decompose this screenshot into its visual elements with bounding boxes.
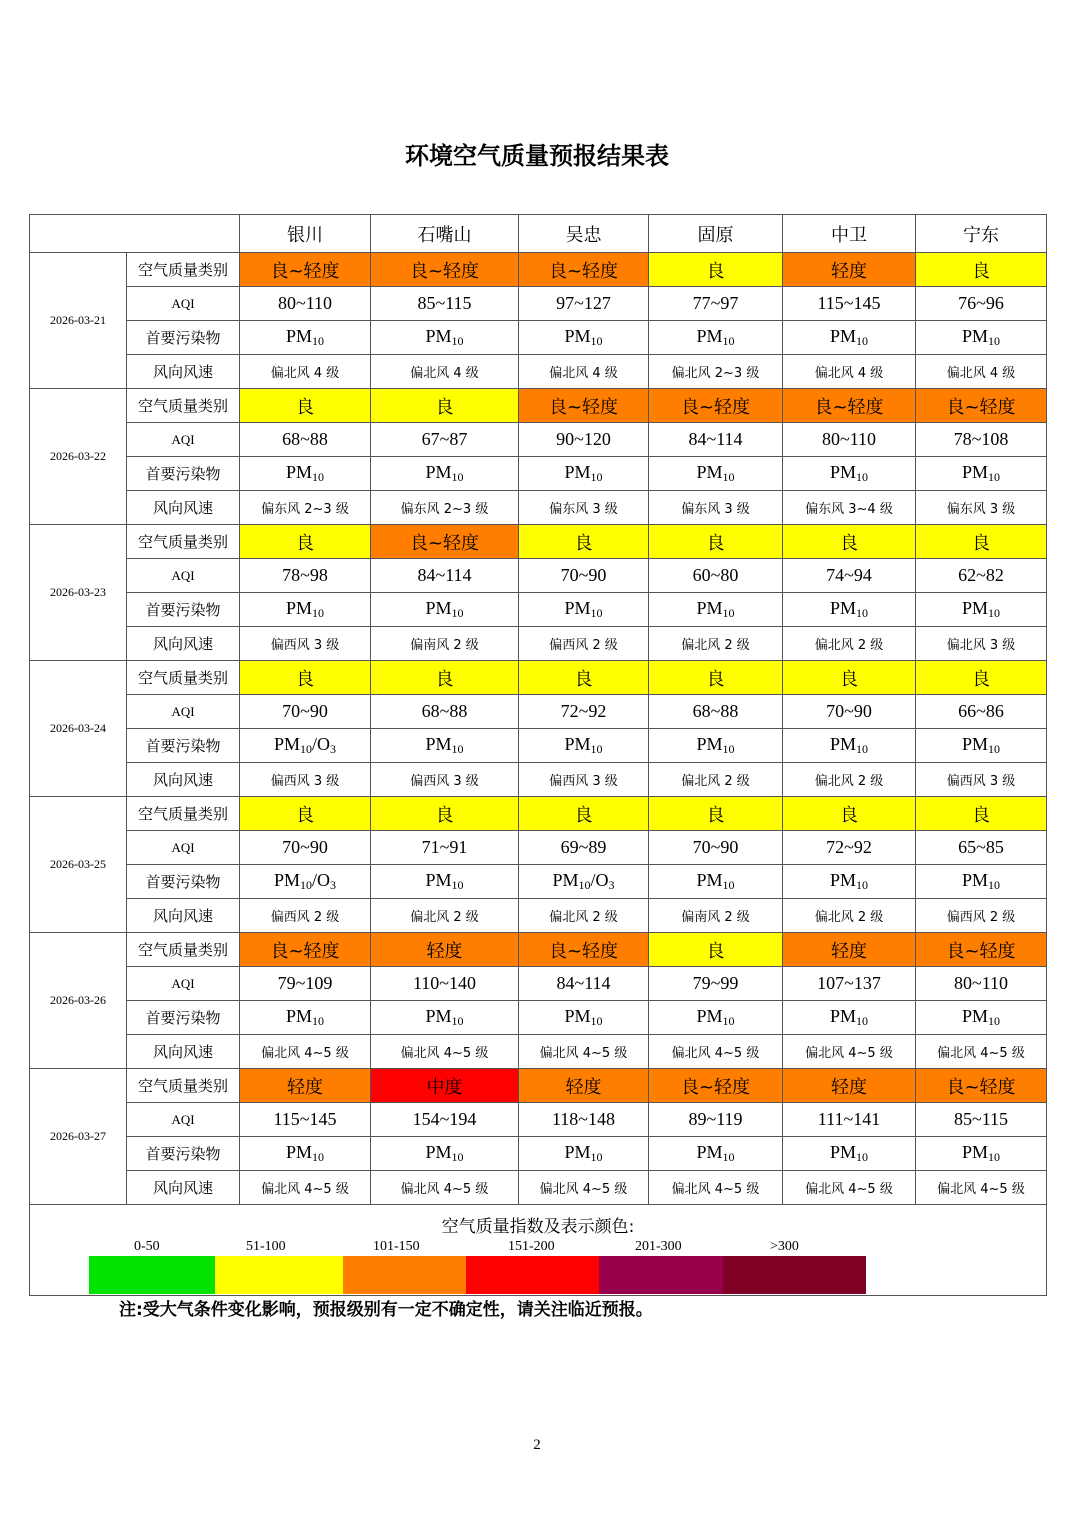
row-label: 风向风速	[127, 1035, 240, 1069]
wind-cell: 偏东风 3 级	[519, 491, 649, 525]
wind-cell: 偏东风 3 级	[649, 491, 783, 525]
date-cell: 2026-03-24	[30, 661, 127, 797]
pollutant-cell: $PM_{10}$	[240, 1137, 371, 1171]
category-cell: 良	[783, 797, 916, 831]
aqi-cell: 76~96	[916, 287, 1047, 321]
category-cell: 轻度	[783, 933, 916, 967]
pollutant-cell: $PM_{10}$	[371, 729, 519, 763]
category-cell: 良	[240, 525, 371, 559]
category-cell: 良	[240, 661, 371, 695]
category-cell: 良	[519, 525, 649, 559]
aqi-cell: 70~90	[240, 831, 371, 865]
pollutant-cell: $PM_{10}$	[916, 865, 1047, 899]
forecast-row	[30, 321, 1047, 355]
aqi-cell: 154~194	[371, 1103, 519, 1137]
wind-cell: 偏北风 4~5 级	[649, 1035, 783, 1069]
category-cell: 良~轻度	[519, 389, 649, 423]
row-label: 首要污染物	[127, 729, 240, 763]
aqi-cell: 80~110	[783, 423, 916, 457]
row-label: 风向风速	[127, 1171, 240, 1205]
wind-cell: 偏北风 2 级	[519, 899, 649, 933]
aqi-cell: 111~141	[783, 1103, 916, 1137]
city-header: 中卫	[783, 215, 916, 253]
category-cell: 轻度	[783, 1069, 916, 1103]
legend	[30, 1205, 1047, 1296]
category-cell: 良	[371, 797, 519, 831]
aqi-cell: 69~89	[519, 831, 649, 865]
page-number: 2	[533, 1437, 541, 1453]
category-cell: 良	[916, 797, 1047, 831]
wind-cell: 偏北风 4~5 级	[519, 1035, 649, 1069]
aqi-cell: 72~92	[519, 695, 649, 729]
wind-cell: 偏北风 4~5 级	[519, 1171, 649, 1205]
wind-cell: 偏北风 2 级	[371, 899, 519, 933]
pollutant-cell: $PM_{10}$	[240, 321, 371, 355]
wind-cell: 偏北风 4 级	[240, 355, 371, 389]
pollutant-cell: $PM_{10}$	[649, 865, 783, 899]
wind-cell: 偏北风 4~5 级	[916, 1035, 1047, 1069]
date-cell: 2026-03-21	[30, 253, 127, 389]
forecast-row	[30, 797, 1047, 831]
row-label: 空气质量类别	[127, 1069, 240, 1103]
category-cell: 良~轻度	[371, 525, 519, 559]
aqi-cell: 60~80	[649, 559, 783, 593]
date-cell: 2026-03-26	[30, 933, 127, 1069]
pollutant-cell: $PM_{10}$	[916, 729, 1047, 763]
forecast-row	[30, 253, 1047, 287]
pollutant-cell: $PM_{10}$	[916, 593, 1047, 627]
forecast-table	[29, 214, 1047, 1296]
wind-cell: 偏北风 4 级	[783, 355, 916, 389]
wind-cell: 偏北风 4~5 级	[240, 1171, 371, 1205]
aqi-cell: 84~114	[649, 423, 783, 457]
category-cell: 良~轻度	[649, 1069, 783, 1103]
pollutant-cell: $PM_{10}$	[519, 729, 649, 763]
legend-range-label: 201-300	[635, 1239, 682, 1254]
pollutant-cell: $PM_{10}$	[916, 457, 1047, 491]
pollutant-cell: $PM_{10}/O_3$	[240, 865, 371, 899]
wind-cell: 偏北风 4~5 级	[649, 1171, 783, 1205]
row-label: AQI	[127, 287, 240, 321]
aqi-cell: 115~145	[783, 287, 916, 321]
forecast-row	[30, 593, 1047, 627]
wind-cell: 偏东风 3 级	[916, 491, 1047, 525]
wind-cell: 偏北风 3 级	[916, 627, 1047, 661]
row-label: 风向风速	[127, 355, 240, 389]
category-cell: 轻度	[519, 1069, 649, 1103]
aqi-cell: 84~114	[519, 967, 649, 1001]
pollutant-cell: $PM_{10}/O_3$	[240, 729, 371, 763]
row-label: AQI	[127, 1103, 240, 1137]
forecast-row	[30, 967, 1047, 1001]
category-cell: 良~轻度	[916, 933, 1047, 967]
aqi-cell: 70~90	[240, 695, 371, 729]
forecast-row	[30, 355, 1047, 389]
wind-cell: 偏北风 2 级	[783, 627, 916, 661]
aqi-cell: 70~90	[783, 695, 916, 729]
forecast-row	[30, 1137, 1047, 1171]
wind-cell: 偏北风 4 级	[519, 355, 649, 389]
aqi-cell: 77~97	[649, 287, 783, 321]
aqi-cell: 71~91	[371, 831, 519, 865]
forecast-row	[30, 287, 1047, 321]
pollutant-cell: $PM_{10}$	[649, 593, 783, 627]
forecast-row	[30, 559, 1047, 593]
aqi-cell: 79~109	[240, 967, 371, 1001]
date-cell: 2026-03-27	[30, 1069, 127, 1205]
legend-color-swatch	[343, 1256, 466, 1294]
wind-cell: 偏南风 2 级	[371, 627, 519, 661]
pollutant-cell: $PM_{10}$	[371, 321, 519, 355]
aqi-cell: 68~88	[371, 695, 519, 729]
wind-cell: 偏北风 4~5 级	[371, 1171, 519, 1205]
forecast-row	[30, 1069, 1047, 1103]
category-cell: 轻度	[240, 1069, 371, 1103]
legend-range-label: 101-150	[373, 1239, 420, 1254]
category-cell: 中度	[371, 1069, 519, 1103]
category-cell: 良	[649, 797, 783, 831]
category-cell: 良	[519, 797, 649, 831]
aqi-cell: 110~140	[371, 967, 519, 1001]
forecast-row	[30, 389, 1047, 423]
pollutant-cell: $PM_{10}$	[649, 457, 783, 491]
category-cell: 良	[916, 253, 1047, 287]
pollutant-cell: $PM_{10}$	[240, 457, 371, 491]
category-cell: 良	[783, 661, 916, 695]
page-title: 环境空气质量预报结果表	[405, 141, 669, 170]
forecast-row	[30, 763, 1047, 797]
category-cell: 良~轻度	[519, 933, 649, 967]
wind-cell: 偏东风 2~3 级	[371, 491, 519, 525]
category-cell: 良	[649, 933, 783, 967]
pollutant-cell: $PM_{10}$	[783, 1137, 916, 1171]
aqi-cell: 68~88	[240, 423, 371, 457]
pollutant-cell: $PM_{10}$	[649, 321, 783, 355]
category-cell: 良~轻度	[519, 253, 649, 287]
aqi-cell: 90~120	[519, 423, 649, 457]
row-label: AQI	[127, 559, 240, 593]
wind-cell: 偏北风 4~5 级	[783, 1035, 916, 1069]
aqi-cell: 89~119	[649, 1103, 783, 1137]
city-header: 固原	[649, 215, 783, 253]
legend-range-label: 51-100	[246, 1239, 286, 1254]
wind-cell: 偏北风 4 级	[916, 355, 1047, 389]
pollutant-cell: $PM_{10}$	[783, 729, 916, 763]
row-label: AQI	[127, 423, 240, 457]
category-cell: 良~轻度	[783, 389, 916, 423]
pollutant-cell: $PM_{10}$	[649, 729, 783, 763]
aqi-cell: 84~114	[371, 559, 519, 593]
wind-cell: 偏北风 2 级	[649, 763, 783, 797]
wind-cell: 偏西风 3 级	[240, 627, 371, 661]
forecast-row	[30, 525, 1047, 559]
forecast-row	[30, 865, 1047, 899]
row-label: 空气质量类别	[127, 933, 240, 967]
aqi-cell: 67~87	[371, 423, 519, 457]
wind-cell: 偏西风 3 级	[371, 763, 519, 797]
forecast-row	[30, 933, 1047, 967]
legend-color-swatch	[89, 1256, 215, 1294]
legend-color-swatch	[599, 1256, 723, 1294]
pollutant-cell: $PM_{10}$	[519, 1001, 649, 1035]
category-cell: 轻度	[371, 933, 519, 967]
date-cell: 2026-03-22	[30, 389, 127, 525]
pollutant-cell: $PM_{10}$	[916, 1137, 1047, 1171]
aqi-cell: 68~88	[649, 695, 783, 729]
aqi-cell: 74~94	[783, 559, 916, 593]
pollutant-cell: $PM_{10}$	[783, 593, 916, 627]
pollutant-cell: $PM_{10}$	[783, 321, 916, 355]
aqi-cell: 97~127	[519, 287, 649, 321]
pollutant-cell: $PM_{10}$	[783, 1001, 916, 1035]
pollutant-cell: $PM_{10}$	[371, 865, 519, 899]
wind-cell: 偏西风 2 级	[519, 627, 649, 661]
aqi-cell: 72~92	[783, 831, 916, 865]
category-cell: 良	[649, 525, 783, 559]
row-label: 首要污染物	[127, 457, 240, 491]
aqi-cell: 62~82	[916, 559, 1047, 593]
category-cell: 良~轻度	[916, 1069, 1047, 1103]
category-cell: 良	[371, 661, 519, 695]
row-label: 风向风速	[127, 627, 240, 661]
wind-cell: 偏北风 2~3 级	[649, 355, 783, 389]
forecast-row	[30, 661, 1047, 695]
city-header: 石嘴山	[371, 215, 519, 253]
city-header: 宁东	[916, 215, 1047, 253]
forecast-row	[30, 1035, 1047, 1069]
pollutant-cell: $PM_{10}$	[519, 1137, 649, 1171]
legend-range-label: 0-50	[134, 1239, 160, 1254]
aqi-cell: 85~115	[371, 287, 519, 321]
forecast-row	[30, 1103, 1047, 1137]
row-label: 首要污染物	[127, 593, 240, 627]
aqi-cell: 78~108	[916, 423, 1047, 457]
aqi-cell: 80~110	[240, 287, 371, 321]
row-label: AQI	[127, 695, 240, 729]
category-cell: 良	[916, 661, 1047, 695]
row-label: 空气质量类别	[127, 389, 240, 423]
forecast-row	[30, 457, 1047, 491]
wind-cell: 偏西风 3 级	[240, 763, 371, 797]
legend-range-label: >300	[770, 1239, 799, 1254]
wind-cell: 偏西风 2 级	[916, 899, 1047, 933]
pollutant-cell: $PM_{10}$	[519, 457, 649, 491]
aqi-cell: 80~110	[916, 967, 1047, 1001]
legend-title: 空气质量指数及表示颜色:	[441, 1217, 635, 1237]
row-label: 首要污染物	[127, 1001, 240, 1035]
pollutant-cell: $PM_{10}$	[916, 321, 1047, 355]
wind-cell: 偏南风 2 级	[649, 899, 783, 933]
pollutant-cell: $PM_{10}$	[519, 321, 649, 355]
legend-color-swatch	[215, 1256, 343, 1294]
row-label: 首要污染物	[127, 865, 240, 899]
forecast-row	[30, 695, 1047, 729]
category-cell: 良	[649, 661, 783, 695]
category-cell: 良~轻度	[240, 933, 371, 967]
wind-cell: 偏东风 3~4 级	[783, 491, 916, 525]
wind-cell: 偏西风 2 级	[240, 899, 371, 933]
category-cell: 良	[519, 661, 649, 695]
wind-cell: 偏北风 4~5 级	[783, 1171, 916, 1205]
category-cell: 良~轻度	[649, 389, 783, 423]
legend-color-swatch	[723, 1256, 866, 1294]
forecast-row	[30, 627, 1047, 661]
aqi-cell: 65~85	[916, 831, 1047, 865]
aqi-cell: 107~137	[783, 967, 916, 1001]
category-cell: 轻度	[783, 253, 916, 287]
forecast-row	[30, 729, 1047, 763]
header-corner	[30, 215, 240, 253]
pollutant-cell: $PM_{10}$	[371, 1137, 519, 1171]
forecast-row	[30, 1001, 1047, 1035]
row-label: AQI	[127, 831, 240, 865]
forecast-row	[30, 1171, 1047, 1205]
category-cell: 良	[916, 525, 1047, 559]
wind-cell: 偏东风 2~3 级	[240, 491, 371, 525]
city-header: 吴忠	[519, 215, 649, 253]
wind-cell: 偏北风 2 级	[783, 763, 916, 797]
pollutant-cell: $PM_{10}$	[371, 1001, 519, 1035]
aqi-cell: 118~148	[519, 1103, 649, 1137]
city-header: 银川	[240, 215, 371, 253]
legend-row	[30, 1205, 1047, 1296]
category-cell: 良	[240, 389, 371, 423]
aqi-cell: 85~115	[916, 1103, 1047, 1137]
wind-cell: 偏北风 4~5 级	[916, 1171, 1047, 1205]
row-label: 空气质量类别	[127, 661, 240, 695]
row-label: 空气质量类别	[127, 797, 240, 831]
forecast-row	[30, 491, 1047, 525]
legend-color-swatch	[466, 1256, 599, 1294]
row-label: 首要污染物	[127, 321, 240, 355]
pollutant-cell: $PM_{10}$	[649, 1001, 783, 1035]
category-cell: 良	[240, 797, 371, 831]
wind-cell: 偏北风 2 级	[649, 627, 783, 661]
wind-cell: 偏北风 4 级	[371, 355, 519, 389]
aqi-cell: 79~99	[649, 967, 783, 1001]
pollutant-cell: $PM_{10}$	[240, 593, 371, 627]
forecast-row	[30, 899, 1047, 933]
wind-cell: 偏西风 3 级	[916, 763, 1047, 797]
date-cell: 2026-03-23	[30, 525, 127, 661]
row-label: 空气质量类别	[127, 253, 240, 287]
aqi-cell: 66~86	[916, 695, 1047, 729]
aqi-cell: 70~90	[519, 559, 649, 593]
pollutant-cell: $PM_{10}$	[916, 1001, 1047, 1035]
aqi-cell: 78~98	[240, 559, 371, 593]
date-cell: 2026-03-25	[30, 797, 127, 933]
row-label: 风向风速	[127, 491, 240, 525]
aqi-cell: 115~145	[240, 1103, 371, 1137]
category-cell: 良	[371, 389, 519, 423]
pollutant-cell: $PM_{10}$	[371, 457, 519, 491]
pollutant-cell: $PM_{10}/O_3$	[519, 865, 649, 899]
category-cell: 良	[649, 253, 783, 287]
category-cell: 良~轻度	[371, 253, 519, 287]
category-cell: 良~轻度	[916, 389, 1047, 423]
row-label: 首要污染物	[127, 1137, 240, 1171]
pollutant-cell: $PM_{10}$	[240, 1001, 371, 1035]
row-label: 空气质量类别	[127, 525, 240, 559]
wind-cell: 偏北风 4~5 级	[371, 1035, 519, 1069]
forecast-row	[30, 831, 1047, 865]
category-cell: 良	[783, 525, 916, 559]
pollutant-cell: $PM_{10}$	[649, 1137, 783, 1171]
pollutant-cell: $PM_{10}$	[783, 457, 916, 491]
pollutant-cell: $PM_{10}$	[783, 865, 916, 899]
forecast-note: 注:受大气条件变化影响，预报级别有一定不确定性，请关注临近预报。	[119, 1300, 653, 1320]
row-label: 风向风速	[127, 763, 240, 797]
row-label: AQI	[127, 967, 240, 1001]
header-row	[30, 215, 1047, 253]
pollutant-cell: $PM_{10}$	[371, 593, 519, 627]
wind-cell: 偏北风 4~5 级	[240, 1035, 371, 1069]
forecast-row	[30, 423, 1047, 457]
legend-range-label: 151-200	[508, 1239, 555, 1254]
wind-cell: 偏西风 3 级	[519, 763, 649, 797]
category-cell: 良~轻度	[240, 253, 371, 287]
aqi-cell: 70~90	[649, 831, 783, 865]
wind-cell: 偏北风 2 级	[783, 899, 916, 933]
row-label: 风向风速	[127, 899, 240, 933]
pollutant-cell: $PM_{10}$	[519, 593, 649, 627]
